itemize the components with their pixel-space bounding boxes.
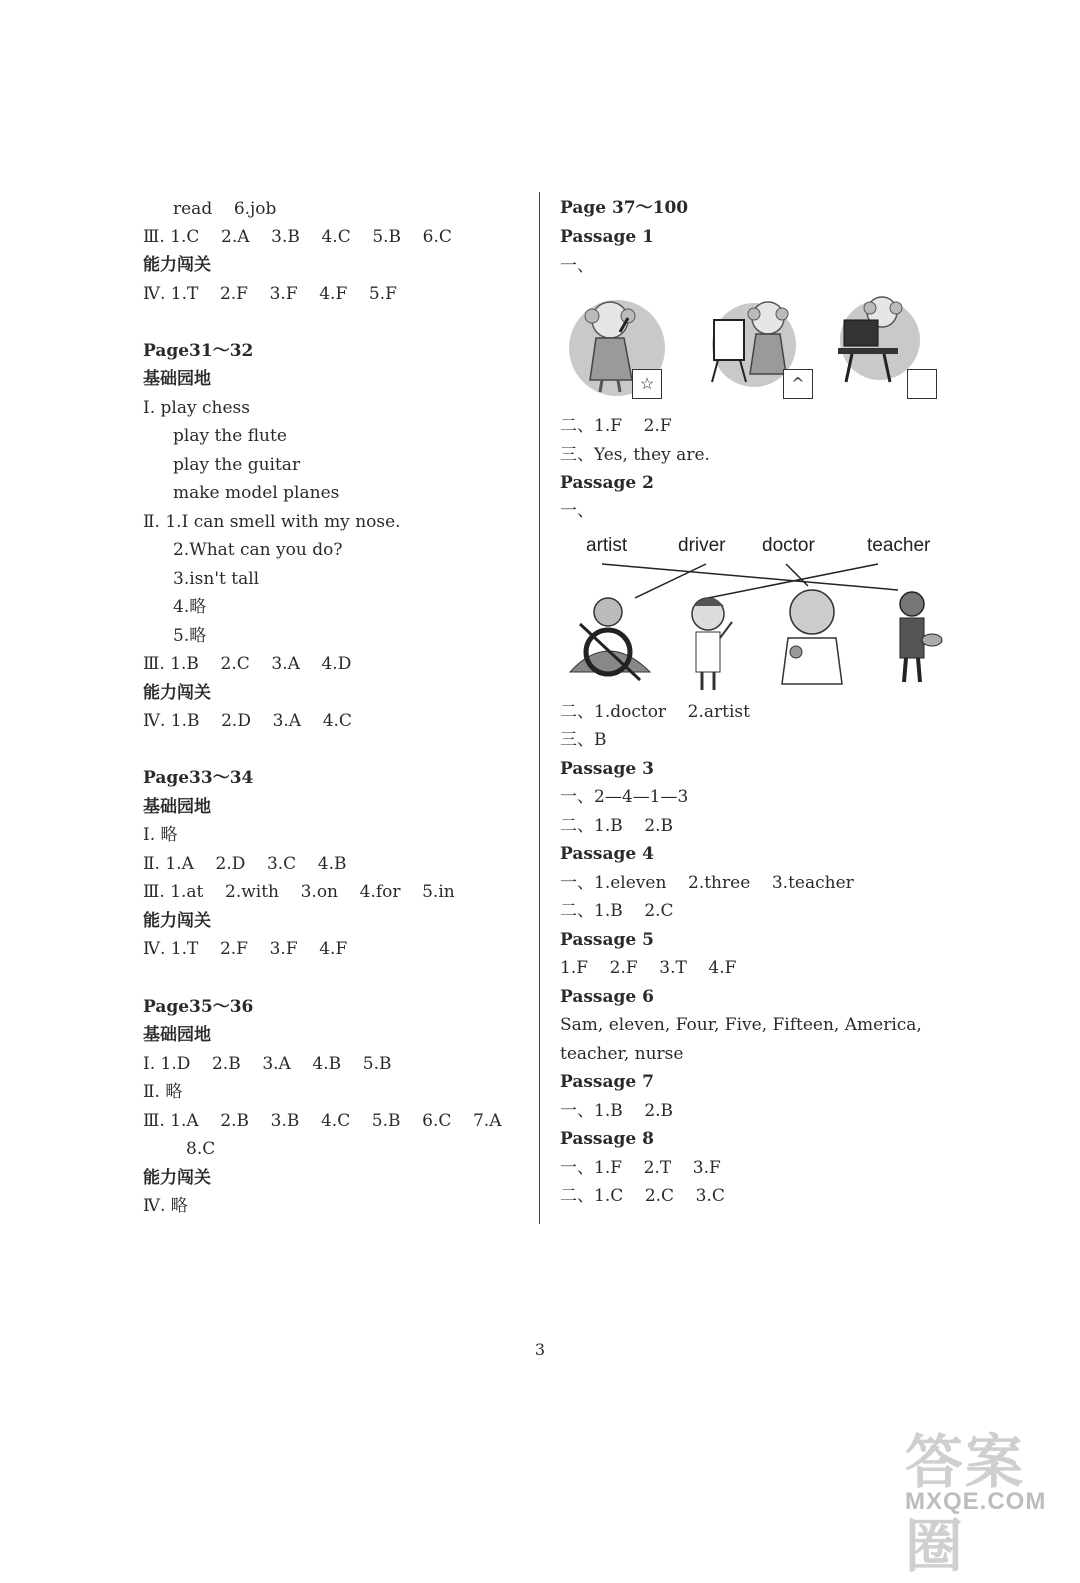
page-range-heading: Page31～32 [143,341,254,361]
answer-line: 4.略 [173,597,207,617]
answer-line: Ⅳ. 1.T 2.F 3.F 4.F 5.F [143,284,397,304]
match-line-artist [602,564,898,590]
match-line-teacher [708,564,878,598]
page-number: 3 [534,1340,546,1359]
answer-line: Ⅳ. 略 [143,1196,188,1216]
watermark-logo: 答案圈 [905,1430,1026,1579]
answer-line: 二、1.C 2.C 3.C [560,1186,725,1206]
answer-line: 一、1.eleven 2.three 3.teacher [560,873,854,893]
answer-line: Ⅰ. 略 [143,825,178,845]
page-range-heading: Page 37～100 [560,198,689,218]
answer-line: Sam, eleven, Four, Five, Fifteen, America, [560,1015,922,1035]
answer-line: Ⅱ. 1.A 2.D 3.C 4.B [143,854,347,874]
passage-heading: Passage 4 [560,844,654,864]
answer-line: 5.略 [173,626,207,646]
teacher-figure [692,598,732,690]
section-heading: 能力闯关 [143,1168,211,1188]
section-heading: 基础园地 [143,369,211,389]
page-range-heading: Page35～36 [143,997,254,1017]
job-label-teacher: teacher [867,535,931,556]
answer-line: Ⅱ. 略 [143,1082,183,1102]
answer-line: 一、 [560,256,594,276]
column-divider [539,192,540,1224]
answer-line: 三、Yes, they are. [560,445,710,465]
answer-line: 3.isn't tall [173,569,260,589]
driver-figure [570,598,650,680]
answer-line: 8.C [186,1139,216,1159]
passage-heading: Passage 1 [560,227,654,247]
answer-line: Ⅳ. 1.B 2.D 3.A 4.C [143,711,352,731]
match-line-doctor [786,564,808,586]
answer-line: teacher, nurse [560,1044,684,1064]
answer-line: play the guitar [173,455,301,475]
answer-line: 二、1.B 2.B [560,816,674,836]
answer-line: 三、B [560,730,607,750]
passage-heading: Passage 3 [560,759,654,779]
passage-heading: Passage 2 [560,473,654,493]
passage-heading: Passage 8 [560,1129,654,1149]
answer-line: Ⅲ. 1.A 2.B 3.B 4.C 5.B 6.C 7.A [143,1111,502,1131]
answer-line: Ⅲ. 1.C 2.A 3.B 4.C 5.B 6.C [143,227,452,247]
answer-line: read 6.job [173,199,277,219]
page-range-heading: Page33～34 [143,768,254,788]
section-heading: 能力闯关 [143,255,211,275]
answer-line: 二、1.F 2.F [560,416,672,436]
job-label-artist: artist [586,535,628,556]
section-heading: 基础园地 [143,1025,211,1045]
answer-box-star: ☆ [632,369,662,399]
answer-line: 一、1.B 2.B [560,1101,674,1121]
answer-line: Ⅲ. 1.at 2.with 3.on 4.for 5.in [143,882,455,902]
answer-line: 二、1.B 2.C [560,901,674,921]
matching-lines-and-figures [560,560,960,700]
answer-line: 一、1.F 2.T 3.F [560,1158,721,1178]
passage-heading: Passage 7 [560,1072,654,1092]
answer-box-empty [907,369,937,399]
match-line-driver [635,564,706,598]
answer-line: 2.What can you do? [173,540,343,560]
job-label-driver: driver [678,535,726,556]
answer-line: 一、2—4—1—3 [560,787,689,807]
watermark-url: MXQE.COM [905,1488,1047,1515]
answer-line: 二、1.doctor 2.artist [560,702,750,722]
doctor-figure [782,590,842,684]
passage-heading: Passage 5 [560,930,654,950]
answer-line: 1.F 2.F 3.T 4.F [560,958,737,978]
answer-box-caret: ^ [783,369,813,399]
answer-line: make model planes [173,483,340,503]
passage-heading: Passage 6 [560,987,654,1007]
section-heading: 基础园地 [143,797,211,817]
answer-line: Ⅳ. 1.T 2.F 3.F 4.F [143,939,348,959]
section-heading: 能力闯关 [143,911,211,931]
answer-line: Ⅱ. 1.I can smell with my nose. [143,512,401,532]
job-label-doctor: doctor [762,535,815,556]
answer-line: 一、 [560,501,594,521]
section-heading: 能力闯关 [143,683,211,703]
answer-line: play the flute [173,426,287,446]
answer-line: Ⅰ. play chess [143,398,250,418]
artist-figure [900,592,942,682]
answer-line: Ⅰ. 1.D 2.B 3.A 4.B 5.B [143,1054,392,1074]
answer-line: Ⅲ. 1.B 2.C 3.A 4.D [143,654,352,674]
